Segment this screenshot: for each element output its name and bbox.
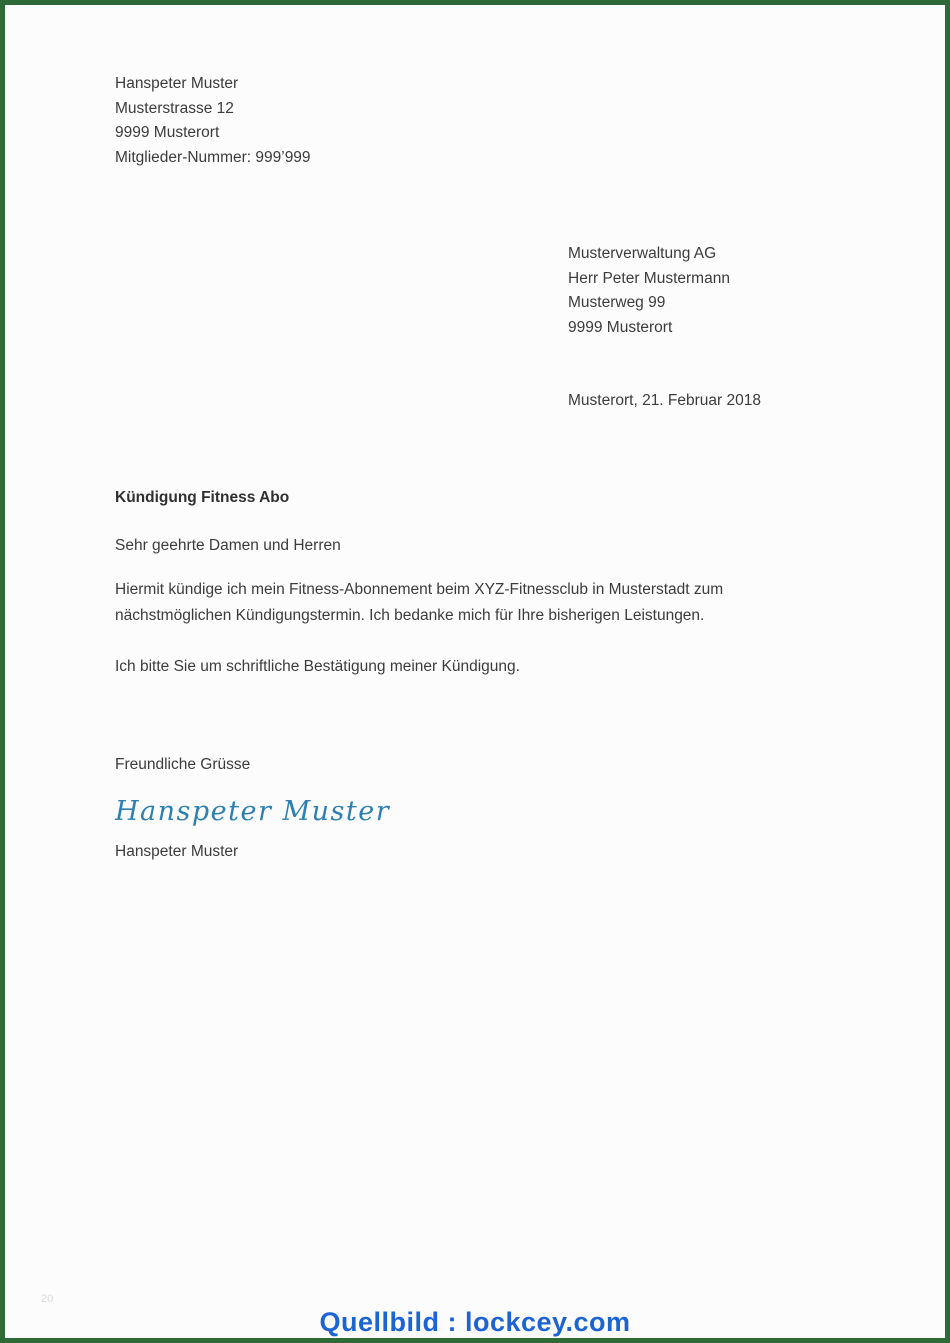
signed-name: Hanspeter Muster bbox=[115, 843, 239, 860]
page-number: 20 bbox=[41, 1293, 54, 1305]
salutation: Sehr geehrte Damen und Herren bbox=[115, 537, 341, 554]
body-paragraph-1: Hiermit kündige ich mein Fitness-Abonnement beim XYZ-Fitnessclub in Musterstadt zum nächstmöglichen Kündigungstermin. Ich bedanke mich für Ihre bisherigen Leistungen. bbox=[115, 581, 724, 624]
subject-line: Kündigung Fitness Abo bbox=[115, 489, 290, 506]
closing-line: Freundliche Grüsse bbox=[115, 756, 251, 773]
sender-city: 9999 Musterort bbox=[115, 124, 220, 141]
recipient-contact: Herr Peter Mustermann bbox=[568, 269, 730, 287]
sender-name: Hanspeter Muster bbox=[115, 75, 239, 92]
recipient-city: 9999 Musterort bbox=[568, 318, 673, 336]
date-line: Musterort, 21. Februar 2018 bbox=[568, 392, 761, 409]
caption-bar bbox=[5, 1307, 945, 1338]
recipient-company: Musterverwaltung AG bbox=[568, 245, 717, 262]
body-paragraph-2: Ich bitte Sie um schriftliche Bestätigung meiner Kündigung. bbox=[115, 658, 520, 675]
signature-script: Hanspeter Muster bbox=[115, 796, 391, 827]
recipient-street: Musterweg 99 bbox=[568, 294, 666, 311]
recipient-address-block bbox=[568, 242, 730, 340]
sender-street: Musterstrasse 12 bbox=[115, 99, 234, 117]
sender-member-number: Mitglieder-Nummer: 999’999 bbox=[115, 148, 311, 166]
sender-address-block bbox=[115, 72, 311, 170]
source-caption: Quellbild : lockcey.com bbox=[319, 1307, 631, 1337]
